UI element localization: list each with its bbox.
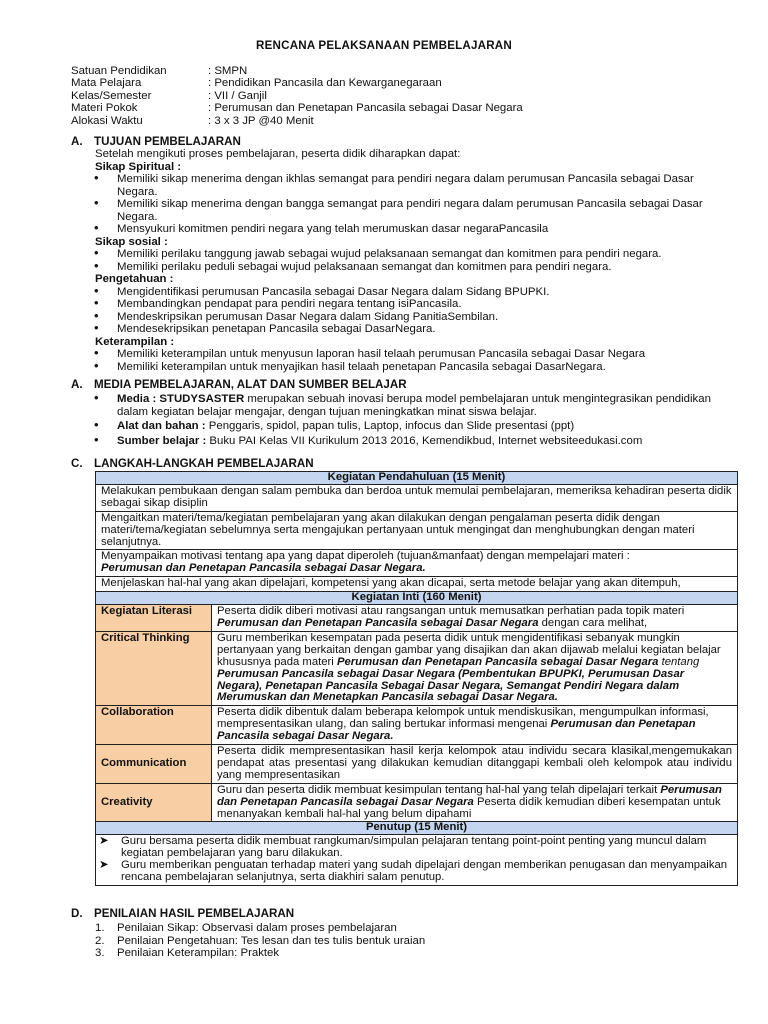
identity-value: : Pendidikan Pancasila dan Kewarganegaraan	[208, 77, 442, 90]
item-text: Penggaris, spidol, papan tulis, Laptop, infocus dan Slide presentasi (ppt)	[205, 420, 575, 432]
label-critical-thinking: Critical Thinking	[96, 631, 212, 705]
list-item	[95, 435, 735, 448]
list-spiritual	[95, 173, 735, 236]
identity-key: Alokasi Waktu	[71, 114, 143, 127]
identity-row	[71, 115, 523, 127]
item-number: 2.	[95, 934, 105, 947]
list-penilaian	[95, 922, 735, 960]
table-row	[96, 605, 738, 632]
list-item: • Memiliki perilaku tanggung jawab sebagai wujud pelaksanaan semangat dan komitmen para pendiri negara.	[95, 248, 735, 261]
table-cell	[212, 783, 738, 822]
cell-text: Guru bersama peserta didik membuat rangkuman/simpulan pelajaran tentang point-point penting yang muncul dalam kegiatan pembelajaran yang baru dilakukan.	[121, 835, 707, 860]
list-item: • Memiliki keterampilan untuk menyusun laporan hasil telaah perumusan Pancasila sebagai Dasar Negara	[95, 348, 735, 361]
identity-row	[71, 65, 523, 77]
section-title: TUJUAN PEMBELAJARAN	[94, 135, 241, 148]
identity-row	[71, 102, 523, 114]
subheading-spiritual: Sikap Spiritual :	[95, 160, 182, 173]
section-number: A.	[71, 378, 83, 391]
item-label: Sumber belajar :	[117, 434, 207, 447]
identity-block	[71, 65, 523, 127]
cell-text: Guru memberikan kesempatan pada peserta didik untuk mengidentifikasi sebanyak mungkin pertanyaan yang berkaitan dengan gambar yang disajikan dan akan dijawab melalui kegiatan belajar khususnya pada materi	[217, 631, 721, 668]
section-c-heading	[71, 458, 314, 471]
item-text: Penilaian Pengetahuan: Tes lesan dan tes tulis bentuk uraian	[117, 934, 426, 947]
list-sosial	[95, 248, 735, 273]
document-title: RENCANA PELAKSANAAN PEMBELAJARAN	[256, 39, 512, 52]
cell-italic: tentang	[658, 655, 700, 668]
learning-steps-table	[95, 471, 738, 886]
item-text: Penilaian Sikap: Observasi dalam proses pembelajaran	[117, 922, 397, 934]
header-pendahuluan: Kegiatan Pendahuluan (15 Menit)	[96, 472, 738, 485]
table-cell: Menjelaskan hal-hal yang akan dipelajari, kompetensi yang akan dicapai, serta metode belajar yang akan ditempuh,	[96, 577, 738, 592]
list-item	[95, 393, 735, 418]
list-item: • Memiliki sikap menerima dengan bangga semangat para pendiri negara dalam perumusan Pancasila sebagai Dasar Negara.	[95, 198, 735, 223]
table-cell	[96, 550, 738, 577]
intro-text: Setelah mengikuti proses pembelajaran, peserta didik diharapkan dapat:	[95, 148, 461, 160]
section-number: C.	[71, 457, 83, 470]
section-number: A.	[71, 135, 83, 148]
section-title: MEDIA PEMBELAJARAN, ALAT DAN SUMBER BELAJAR	[94, 378, 407, 391]
cell-text: Menyampaikan motivasi tentang apa yang dapat diperoleh (tujuan&manfaat) dengan mempelajari materi :	[101, 550, 630, 563]
table-row	[96, 822, 738, 835]
section-a-body	[95, 148, 735, 373]
section-b-heading	[71, 379, 407, 392]
identity-value: : Perumusan dan Penetapan Pancasila sebagai Dasar Negara	[208, 102, 523, 115]
item-number: 1.	[95, 922, 105, 934]
cell-text: Guru memberikan penguatan terhadap materi yang sudah dipelajari dengan memberikan penugasan dan menyampaikan rencana pembelajaran selanjutnya, serta diakhiri salam penutup.	[121, 859, 728, 884]
identity-key: Kelas/Semester	[71, 89, 152, 102]
table-row	[96, 631, 738, 705]
table-row	[96, 577, 738, 592]
cell-text: dengan cara melihat,	[538, 616, 648, 629]
table-row	[96, 550, 738, 577]
arrow-icon: ➤	[99, 835, 109, 848]
label-literasi: Kegiatan Literasi	[96, 605, 212, 632]
table-row	[96, 835, 738, 886]
table-cell: Melakukan pembukaan dengan salam pembuka dan berdoa untuk memulai pembelajaran, memeriksa kehadiran peserta didik sebagai sikap disiplin	[96, 484, 738, 511]
subheading-sosial: Sikap sosial :	[95, 235, 168, 248]
list-pengetahuan	[95, 286, 735, 336]
identity-row	[71, 77, 523, 89]
cell-text: Peserta didik kemudian diberi kesempatan untuk menanyakan kembali hal-hal yang belum dipahami	[217, 795, 721, 820]
list-item: • Memiliki keterampilan untuk menyajikan hasil telaah penetapan Pancasila sebagai DasarNegara.	[95, 361, 735, 374]
identity-row	[71, 90, 523, 102]
section-b-body	[95, 393, 735, 447]
cell-text: Peserta didik dibentuk dalam beberapa kelompok untuk mendiskusikan, mengumpulkan informasi, mempresentasikan ulang, dan saling bertukar informasi mengenai	[217, 706, 709, 731]
cell-emphasis: Perumusan dan Penetapan Pancasila sebagai Dasar Negara.	[101, 562, 426, 575]
cell-emphasis: Perumusan dan Penetapan Pancasila sebagai Dasar Negara	[336, 655, 659, 668]
list-item: • Mendeskripsikan perumusan Dasar Negara dalam Sidang PanitiaSembilan.	[95, 311, 735, 324]
table-row	[96, 592, 738, 605]
arrow-icon: ➤	[99, 859, 109, 872]
penutup-item	[101, 836, 732, 860]
table-row	[96, 745, 738, 784]
section-title: LANGKAH-LANGKAH PEMBELAJARAN	[94, 457, 314, 470]
list-item: • Memiliki sikap menerima dengan ikhlas semangat para pendiri negara dalam perumusan Pancasila sebagai Dasar Negara.	[95, 173, 735, 198]
item-text: merupakan sebuah inovasi berupa model pembelajaran untuk mengintegrasikan pendidikan dalam kegiatan belajar mengajar, dengan tujuan meningkatkan minat siswa belajar.	[117, 393, 711, 418]
table-cell: Mengaitkan materi/tema/kegiatan pembelajaran yang akan dilakukan dengan pengalaman peserta didik dengan materi/tema/kegiatan sebelumnya serta mengajukan pertanyaan untuk mengingat dan menghubungkan dengan materi selanjutnya.	[96, 511, 738, 550]
penutup-item	[101, 860, 732, 884]
section-number: D.	[71, 907, 83, 920]
subheading-pengetahuan: Pengetahuan :	[95, 273, 174, 285]
subheading-keterampilan: Keterampilan :	[95, 335, 175, 348]
identity-key: Materi Pokok	[71, 102, 138, 115]
identity-value: : VII / Ganjil	[208, 89, 267, 102]
section-d-heading	[71, 908, 294, 921]
table-cell	[96, 835, 738, 886]
identity-key: Satuan Pendidikan	[71, 65, 167, 77]
cell-emphasis: Perumusan dan Penetapan Pancasila sebagai Dasar Negara	[217, 616, 539, 629]
list-item: • Mengidentifikasi perumusan Pancasila sebagai Dasar Negara dalam Sidang BPUPKI.	[95, 286, 735, 299]
identity-value: : 3 x 3 JP @40 Menit	[208, 114, 314, 127]
header-inti: Kegiatan Inti (160 Menit)	[96, 592, 738, 605]
header-penutup: Penutup (15 Menit)	[96, 822, 738, 835]
table-cell	[212, 631, 738, 705]
cell-emphasis: Perumusan Pancasila sebagai Dasar Negara (Pembentukan BPUPKI, Perumusan Dasar Negara), Penetapan Pancasila Sebagai Dasar Negara, Semangat Pendiri Negara dalam Merumuskan dan Menetapkan Pancasila sebagai Dasar Negara.	[217, 667, 685, 704]
list-item: • Membandingkan pendapat para pendiri negara tentang isiPancasila.	[95, 298, 735, 311]
item-text: Buku PAI Kelas VII Kurikulum 2013 2016, Kemendikbud, Internet websiteedukasi.com	[206, 434, 643, 447]
table-cell	[212, 706, 738, 745]
list-item: • Memiliki perilaku peduli sebagai wujud pelaksanaan semangat dan komitmen para pendiri negara.	[95, 261, 735, 274]
table-row	[96, 706, 738, 745]
cell-text: Peserta didik diberi motivasi atau rangsangan untuk memusatkan perhatian pada topik materi	[217, 605, 685, 618]
item-text: Penilaian Keterampilan: Praktek	[117, 947, 280, 960]
section-d-body	[95, 922, 735, 960]
table-row	[96, 484, 738, 511]
table-row	[96, 783, 738, 822]
label-communication: Communication	[96, 745, 212, 784]
label-creativity: Creativity	[96, 783, 212, 822]
list-item: • Mensyukuri komitmen pendiri negara yang telah merumuskan dasar negaraPancasila	[95, 223, 735, 236]
item-label: Media : STUDYSASTER	[117, 393, 245, 405]
table-cell	[212, 605, 738, 632]
list-item	[95, 420, 735, 433]
list-media	[95, 393, 735, 447]
section-a-heading	[71, 136, 241, 149]
list-item	[95, 947, 735, 960]
item-label: Alat dan bahan :	[117, 420, 206, 432]
identity-key: Mata Pelajara	[71, 77, 142, 90]
cell-emphasis: Perumusan dan Penetapan Pancasila sebagai Dasar Negara.	[217, 718, 696, 743]
table-cell: Peserta didik mempresentasikan hasil kerja kelompok atau individu secara klasikal,mengemukakan pendapat atas presentasi yang dilakukan kemudian ditanggapi kembali oleh kelompok atau individu yang mempresentasikan	[212, 745, 738, 784]
table-row	[96, 472, 738, 485]
cell-emphasis: Perumusan dan Penetapan Pancasila sebagai Dasar Negara	[217, 783, 722, 808]
identity-value: : SMPN	[208, 65, 248, 77]
table-row	[96, 511, 738, 550]
label-collaboration: Collaboration	[96, 706, 212, 745]
cell-text: Guru dan peserta didik membuat kesimpulan tentang hal-hal yang telah dipelajari terkait	[217, 783, 661, 796]
list-keterampilan	[95, 348, 735, 373]
list-item	[95, 922, 735, 935]
list-item	[95, 935, 735, 948]
item-number: 3.	[95, 947, 105, 960]
section-title: PENILAIAN HASIL PEMBELAJARAN	[94, 907, 295, 920]
list-item: • Mendesekripsikan penetapan Pancasila sebagai DasarNegara.	[95, 323, 735, 336]
